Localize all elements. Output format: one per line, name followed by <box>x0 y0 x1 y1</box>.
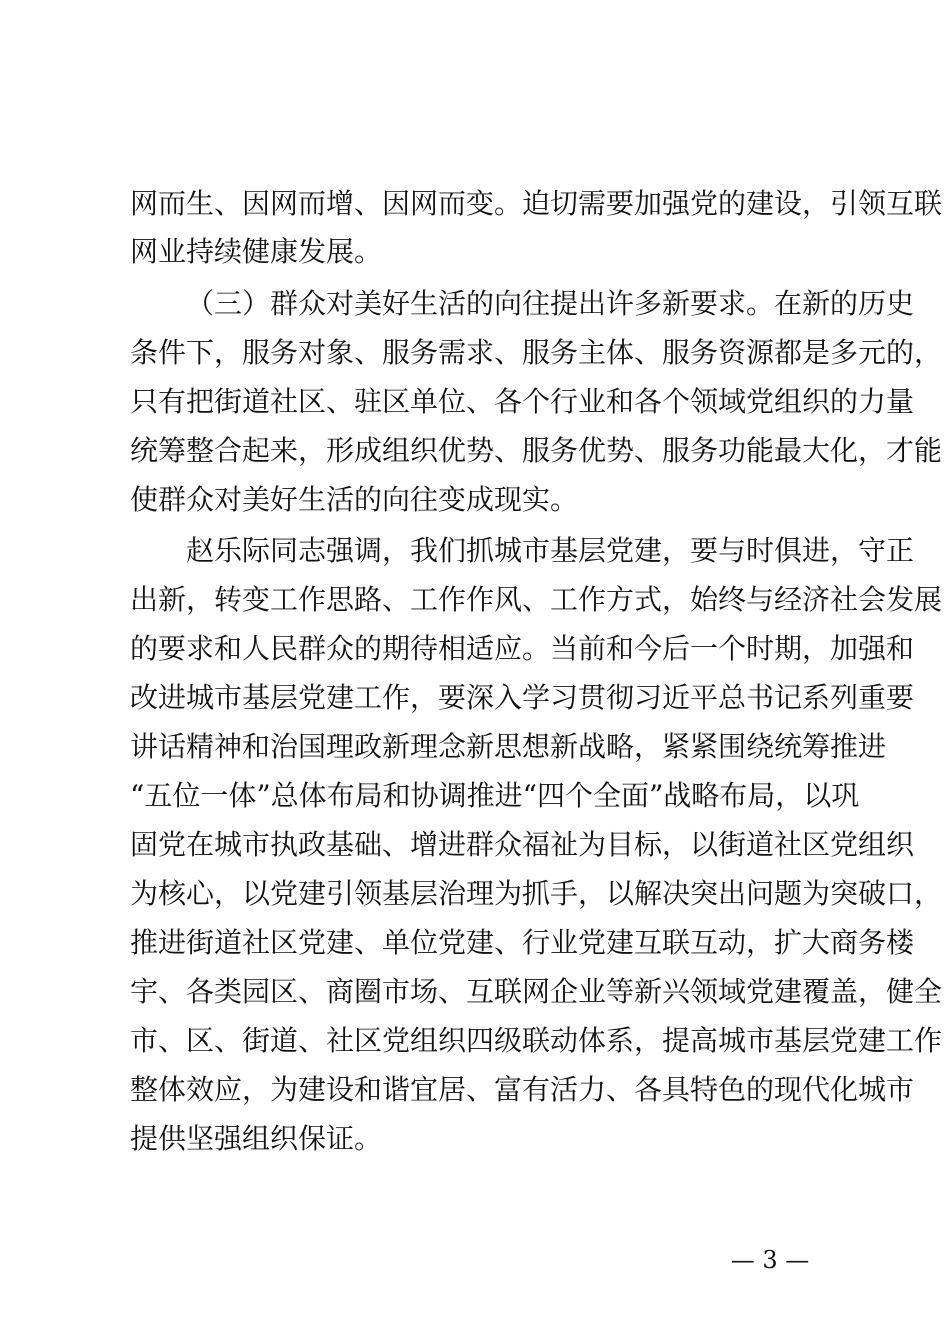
paragraph-2-line-3: 只有把街道社区、驻区单位、各个行业和各个领域党组织的力量 <box>130 385 915 418</box>
paragraph-2-line-5: 使群众对美好生活的向往变成现实。 <box>130 483 579 516</box>
paragraph-1-line-1: 网而生、因网而增、因网而变。迫切需要加强党的建设，引领互联 <box>130 187 943 220</box>
paragraph-3-line-7: 固党在城市执政基础、增进群众福祉为目标，以街道社区党组织 <box>130 828 915 861</box>
paragraph-2-line-4: 统筹整合起来，形成组织优势、服务优势、服务功能最大化，才能 <box>130 434 943 467</box>
paragraph-3-line-13: 提供坚强组织保证。 <box>130 1122 383 1155</box>
paragraph-2-line-1: （三）群众对美好生活的向往提出许多新要求。在新的历史 <box>186 287 915 320</box>
paragraph-3-line-5: 讲话精神和治国理政新理念新思想新战略，紧紧围绕统筹推进 <box>130 730 887 763</box>
paragraph-3-line-12: 整体效应，为建设和谐宜居、富有活力、各具特色的现代化城市 <box>130 1073 915 1106</box>
paragraph-3-line-6: “五位一体”总体布局和协调推进“四个全面”战略布局，以巩 <box>130 779 860 812</box>
paragraph-3-line-11: 市、区、街道、社区党组织四级联动体系，提高城市基层党建工作 <box>130 1024 943 1057</box>
paragraph-3-line-8: 为核心，以党建引领基层治理为抓手，以解决突出问题为突破口， <box>130 877 943 910</box>
paragraph-3-line-1: 赵乐际同志强调，我们抓城市基层党建，要与时俱进，守正 <box>186 534 915 567</box>
paragraph-3-line-4: 改进城市基层党建工作，要深入学习贯彻习近平总书记系列重要 <box>130 681 915 714</box>
paragraph-1-line-2: 网业持续健康发展。 <box>130 235 383 268</box>
paragraph-3-line-2: 出新，转变工作思路、工作作风、工作方式，始终与经济社会发展 <box>130 583 943 616</box>
paragraph-3-line-9: 推进街道社区党建、单位党建、行业党建互联互动，扩大商务楼 <box>130 926 915 959</box>
paragraph-3-line-10: 宇、各类园区、商圈市场、互联网企业等新兴领域党建覆盖，健全 <box>130 975 943 1008</box>
paragraph-3-line-3: 的要求和人民群众的期待相适应。当前和今后一个时期，加强和 <box>130 632 915 665</box>
paragraph-2-line-2: 条件下，服务对象、服务需求、服务主体、服务资源都是多元的， <box>130 336 943 369</box>
page-number: — 3 — <box>730 1246 810 1274</box>
